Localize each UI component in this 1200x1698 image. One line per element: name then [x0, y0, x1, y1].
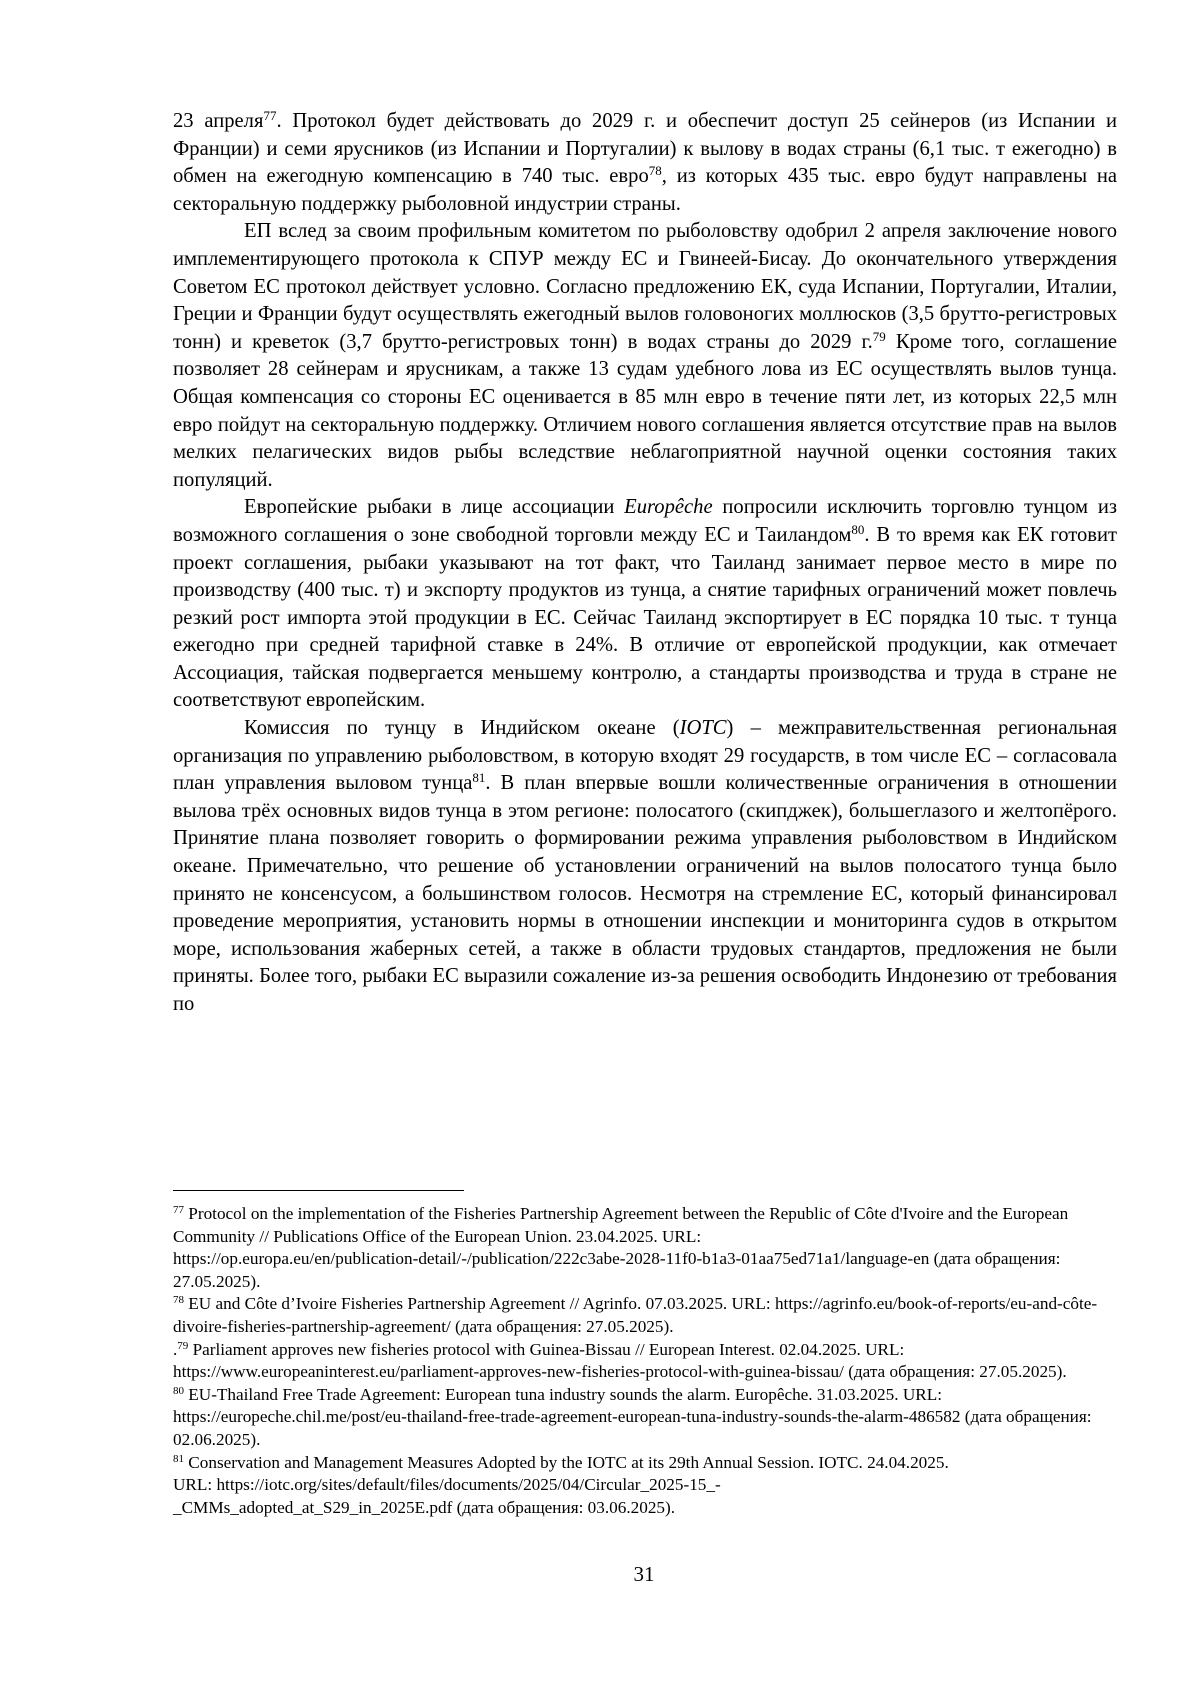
paragraph-4-text-b: ) – межправительственная региональная организация по управлению рыболовством, в которую входят 29 государств, в том числе ЕС – согласовала план управления выловом тунца [173, 717, 1117, 795]
footnote-line [173, 1339, 1117, 1362]
paragraph-3-text-b: попросили исключить торговлю тунцом из возможного соглашения о зоне свободной торговли между ЕС и Таиландом [173, 496, 1117, 546]
footnote-ref-80[interactable]: 80 [851, 521, 865, 537]
footnote-line [173, 1203, 1117, 1248]
footnote-79 [173, 1339, 1117, 1384]
paragraph-3-text-c: . В то время как ЕК готовит проект соглашения, рыбаки указывают на тот факт, что Таиланд занимает первое место в мире по производству (400 тыс. т) и экспорту продуктов из тунца, а снятие тарифных ограничений может повлечь резкий рост импорта этой продукции в ЕС. Сейчас Таиланд экспортирует в ЕС порядка 10 тыс. т тунца ежегодно при средней тарифной ставке в 24%. В отличие от европейской продукции, как отмечает Ассоциация, тайская подвергается меньшему контролю, а стандарты производства и труда в стране не соответствуют европейским. [173, 523, 1117, 712]
footnote-text[interactable]: EU and Côte d’Ivoire Fisheries Partnership Agreement // Agrinfo. 07.03.2025. URL: https://agrinfo.eu/book-of-reports/eu-and-côte-divoire-fisheries-partnership-agreement/ (дата обращения: 27.05.2025). [173, 1294, 1098, 1336]
paragraph-2-text-a: ЕП вслед за своим профильным комитетом по рыболовству одобрил 2 апреля заключение нового имплементирующего протокола к СПУР между ЕС и Гвинеей-Бисау. До окончательного утверждения Советом ЕС протокол действует условно. Согласно предложению ЕК, суда Испании, Португалии, Италии, Греции и Франции будут осуществлять ежегодный вылов головоногих моллюсков (3,5 брутто-регистровых тонн) и креветок (3,7 брутто-регистровых тонн) в водах страны до 2029 г. [173, 220, 1117, 353]
paragraph-1-text-b: . Протокол будет действовать до 2029 г. и обеспечит доступ 25 сейнеров (из Испании и Франции) и семи ярусников (из Испании и Португалии) к вылову в водах страны (6,1 тыс. т ежегодно) в обмен на ежегодную компенсацию в 740 тыс. евро [173, 110, 1118, 188]
paragraph-4-text-c: . В план впервые вошли количественные ограничения в отношении вылова трёх основных видов тунца в этом регионе: полосатого (скипджек), большеглазого и желтопёрого. Принятие плана позволяет говорить о формировании режима управления рыболовством в Индийском океане. Примечательно, что решение об установлении ограничений на вылов полосатого тунца было принято не консенсусом, а большинством голосов. Несмотря на стремление ЕС, который финансировал проведение мероприятия, установить нормы в отношении инспекции и мониторинга судов в открытом море, использования жаберных сетей, а также в области трудовых стандартов, предложения не были приняты. Более того, рыбаки ЕС выразили сожаление из-за решения освободить Индонезию от требования по [173, 772, 1117, 1015]
footnote-81 [173, 1452, 1117, 1520]
paragraph-1 [173, 108, 1117, 218]
paragraph-1-text-a: 23 апреля [173, 110, 264, 132]
footnote-78 [173, 1293, 1117, 1338]
footnote-ref-81[interactable]: 81 [472, 770, 486, 786]
footnote-mark: 80 [173, 1384, 184, 1397]
europeche-name: Europêche [624, 496, 713, 519]
paragraph-2 [173, 218, 1117, 494]
footnote-prefix: . [173, 1339, 178, 1359]
footnotes [173, 1203, 1117, 1519]
page-number: 31 [633, 1562, 655, 1586]
iotc-abbreviation: IOTC [679, 717, 727, 740]
footnote-mark: 77 [173, 1204, 184, 1216]
footnote-line[interactable]: _CMMs_adopted_at_S29_in_2025E.pdf (дата обращения: 03.06.2025). [173, 1497, 676, 1517]
footnote-ref-78[interactable]: 78 [648, 163, 662, 179]
footnote-80 [173, 1384, 1117, 1452]
footnote-text: Protocol on the implementation of the Fisheries Partnership Agreement between the Republic of Côte d'Ivoire and the European Community // Publications Office of the European Union. 23.04.2025. URL: [173, 1204, 1069, 1246]
paragraph-1-text-c: , из которых 435 тыс. евро будут направлены на секторальную поддержку рыболовной индустрии страны. [173, 165, 1117, 215]
paragraph-3-text-a: Европейские рыбаки в лице ассоциации [244, 496, 625, 519]
paragraph-3 [173, 494, 1117, 715]
footnote-line [173, 1384, 1117, 1407]
footnote-mark: 79 [177, 1339, 189, 1352]
footnote-text: Parliament approves new fisheries protocol with Guinea-Bissau // European Interest. 02.04.2025. URL: [192, 1339, 905, 1359]
paragraph-4-text-a: Комиссия по тунцу в Индийском океане ( [244, 717, 680, 740]
paragraph-4 [173, 715, 1117, 1019]
footnote-separator [173, 1190, 464, 1191]
footnote-line [173, 1452, 1117, 1475]
footnote-text: EU-Thailand Free Trade Agreement: European tuna industry sounds the alarm. Europêche. 31.03.2025. URL: [188, 1384, 942, 1404]
footnote-77 [173, 1203, 1117, 1293]
footnote-mark: 81 [173, 1452, 184, 1465]
main-text [173, 108, 1117, 1019]
footnote-line[interactable]: https://europeche.chil.me/post/eu-thailand-free-trade-agreement-european-tuna-industry-sounds-the-alarm-486582 (дата обращения: 02.06.2025). [173, 1407, 1092, 1449]
footnote-text: Conservation and Management Measures Adopted by the IOTC at its 29th Annual Session. IOTC. 24.04.2025. [188, 1452, 949, 1472]
footnote-line[interactable]: https://op.europa.eu/en/publication-detail/-/publication/222c3abe-2028-11f0-b1a3-01aa75ed71a1/language-en (дата обращения: 27.05.2025). [173, 1249, 1061, 1291]
footnote-line [173, 1293, 1117, 1338]
footnote-mark: 78 [173, 1294, 184, 1307]
footnote-line[interactable]: https://www.europeaninterest.eu/parliament-approves-new-fisheries-protocol-with-guinea-bissau/ (дата обращения: 27.05.2025). [173, 1362, 1067, 1382]
footnote-ref-77[interactable]: 77 [263, 108, 277, 123]
paragraph-2-text-b: Кроме того, соглашение позволяет 28 сейнерам и ярусникам, а также 13 судам удебного лова из ЕС осуществлять вылов тунца. Общая компенсация со стороны ЕС оценивается в 85 млн евро в течение пяти лет, из которых 22,5 млн евро пойдут на секторальную поддержку. Отличием нового соглашения является отсутствие прав на вылов мелких пелагических видов рыбы вследствие неблагоприятной научной оценки состояния таких популяций. [173, 330, 1117, 491]
footnote-line[interactable]: URL: https://iotc.org/sites/default/files/documents/2025/04/Circular_2025-15_- [173, 1475, 721, 1495]
footnote-ref-79[interactable]: 79 [872, 328, 886, 344]
